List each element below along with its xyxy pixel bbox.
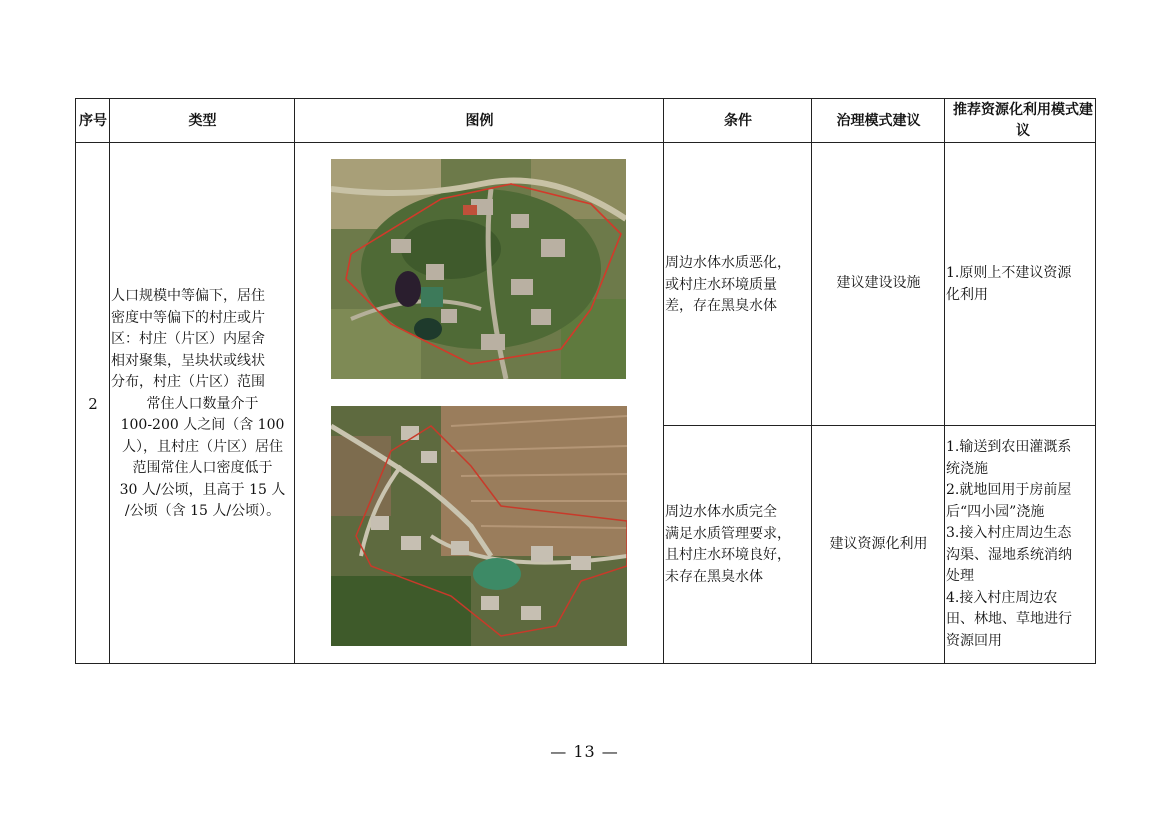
type-line: 密度中等偏下的村庄或片	[111, 309, 265, 326]
governance-text-2: 建议资源化利用	[829, 536, 928, 552]
resource-line: 后“四小园”浇施	[946, 503, 1045, 520]
row-number: 2	[88, 395, 98, 413]
row-divider	[663, 425, 1096, 426]
type-line: 范围常住人口密度低于	[132, 460, 273, 476]
governance-text-1: 建议建设设施	[836, 275, 921, 291]
type-line: 100-200 人之间（含 100	[120, 417, 285, 433]
type-line: /公顷（含 15 人/公顷）。	[124, 503, 281, 519]
col-border-5	[944, 98, 945, 664]
resource-line: 1.输送到农田灌溉系	[946, 439, 1072, 455]
resource-line: 化利用	[946, 286, 988, 303]
resource-line: 统浇施	[946, 460, 988, 477]
type-description	[111, 286, 294, 523]
header-condition: 条件	[724, 112, 752, 129]
resource-line: 沟渠、湿地系统消纳	[946, 546, 1072, 563]
type-line: 常住人口数量介于	[146, 395, 259, 412]
condition-line: 周边水体水质恶化，	[665, 255, 791, 271]
header-legend: 图例	[465, 112, 494, 129]
resource-line: 4.接入村庄周边农	[946, 589, 1058, 606]
condition-line: 或村庄水环境质量	[665, 276, 777, 293]
condition-text-2	[665, 502, 810, 588]
type-line: 区：村庄（片区）内屋舍	[111, 331, 265, 347]
col-border-6	[1095, 98, 1096, 664]
type-line: 相对聚集，呈块状或线状	[111, 352, 265, 369]
type-line: 人口规模中等偏下，居住	[111, 288, 265, 304]
type-line: 人），且村庄（片区）居住	[122, 438, 283, 455]
condition-line: 满足水质管理要求，	[665, 525, 791, 542]
col-border-4	[811, 98, 812, 664]
resource-text-1	[946, 263, 1094, 306]
resource-text-2	[946, 437, 1094, 652]
aerial-photo-village-2	[331, 406, 627, 646]
condition-line: 周边水体水质完全	[665, 504, 777, 520]
aerial-photo-village-1	[331, 159, 626, 379]
condition-line: 未存在黑臭水体	[665, 568, 763, 585]
header-type: 类型	[188, 112, 217, 129]
condition-text-1	[665, 253, 810, 318]
type-line: 分布，村庄（片区）范围	[111, 374, 265, 390]
table-border-bottom	[75, 663, 1096, 664]
resource-line: 资源回用	[946, 632, 1002, 649]
resource-line: 处理	[946, 568, 974, 584]
condition-line: 且村庄水环境良好，	[665, 547, 791, 563]
col-border-1	[109, 98, 110, 664]
col-border-0	[75, 98, 76, 664]
resource-line: 2.就地回用于房前屋	[946, 482, 1072, 498]
col-border-3	[663, 98, 664, 664]
header-governance: 治理模式建议	[836, 112, 921, 129]
resource-line: 1.原则上不建议资源	[946, 265, 1072, 281]
header-resource: 推荐资源化利用模式建议	[953, 102, 1093, 139]
condition-line: 差，存在黑臭水体	[665, 298, 777, 314]
type-line: 30 人/公顷，且高于 15 人	[119, 481, 286, 498]
page-number: — 13 —	[550, 742, 619, 761]
aerial-image-2	[331, 406, 627, 646]
resource-line: 3.接入村庄周边生态	[946, 525, 1072, 541]
header-no: 序号	[79, 112, 107, 129]
resource-line: 田、林地、草地进行	[946, 611, 1072, 627]
col-border-2	[294, 98, 295, 664]
aerial-image-1	[331, 159, 626, 379]
